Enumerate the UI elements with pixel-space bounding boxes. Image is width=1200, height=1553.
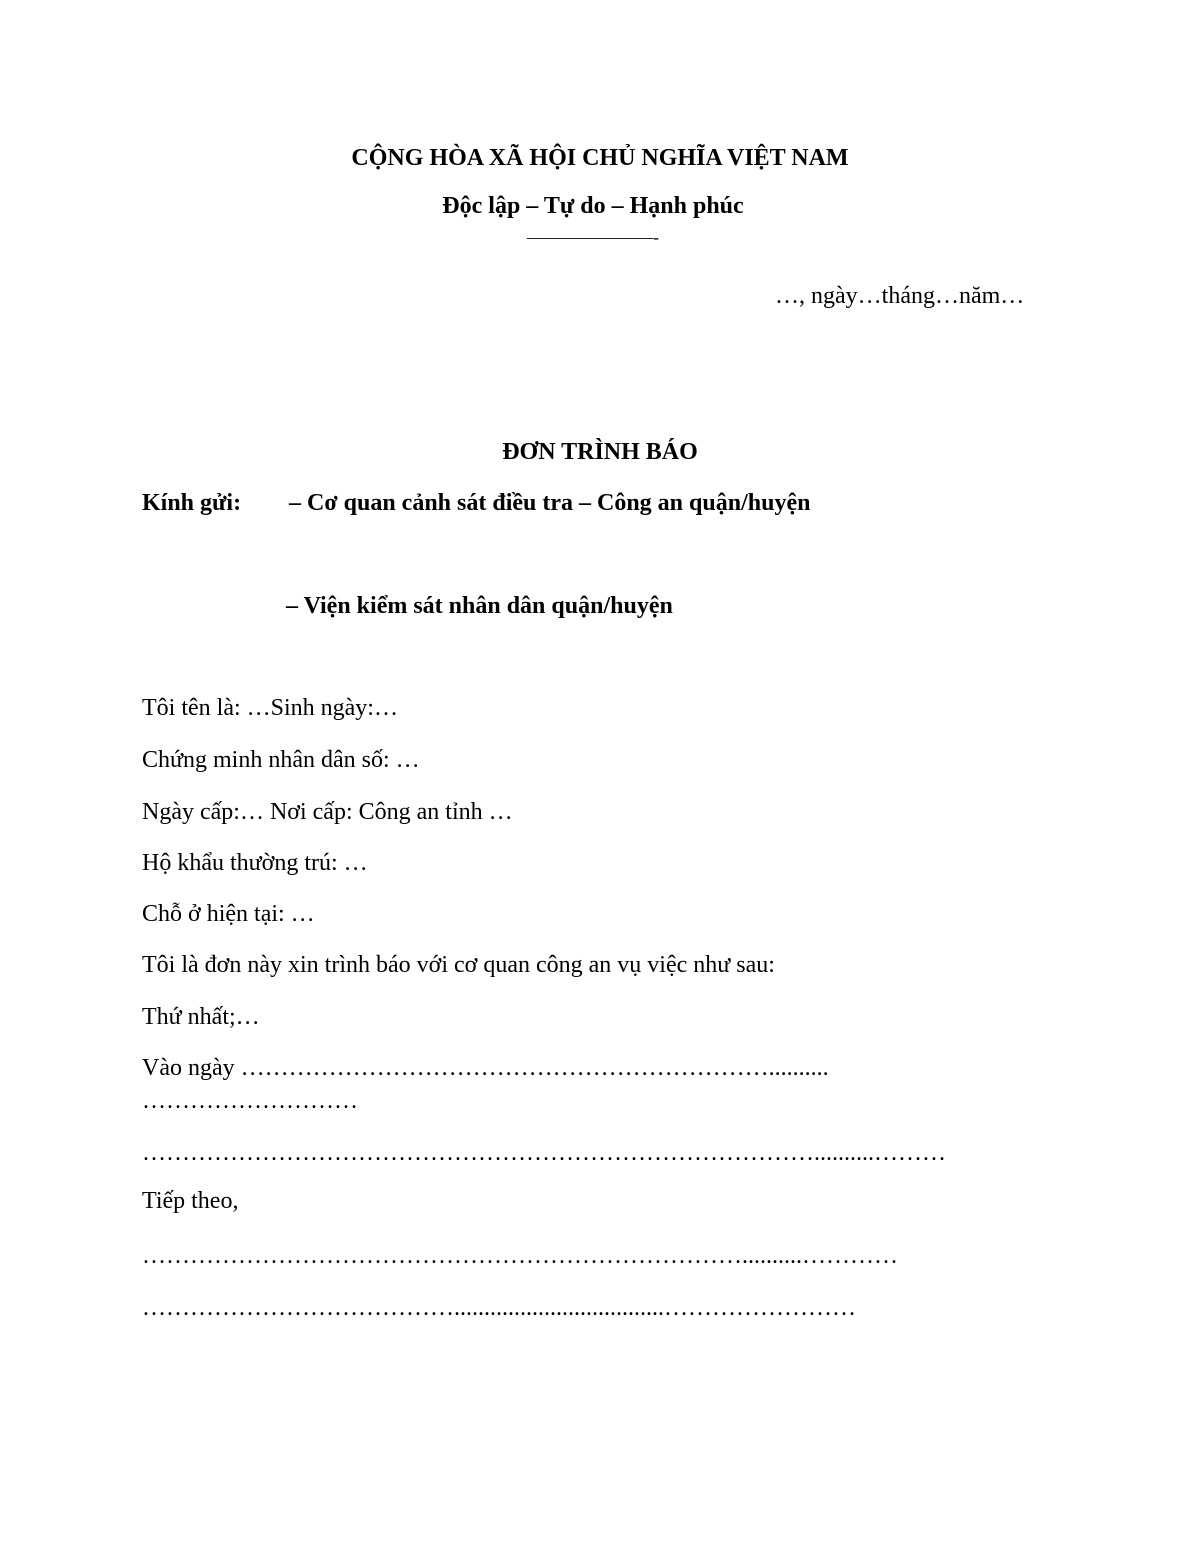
body-line-next: Tiếp theo,: [142, 1188, 239, 1214]
recipient-label: Kính gửi:: [142, 490, 242, 516]
national-title: CỘNG HÒA XÃ HỘI CHỦ NGHĨA VIỆT NAM: [351, 145, 849, 171]
body-line-statement: Tôi là đơn này xin trình báo với cơ quan công an vụ việc như sau:: [142, 952, 775, 978]
header-divider: ———————-: [527, 227, 659, 247]
recipient-second: – Viện kiểm sát nhân dân quận/huyện: [286, 593, 673, 619]
body-line-date-blank: Vào ngày …………………………………………………………..........: [142, 1055, 829, 1081]
body-line-blank-1: …………………………………………………………………………..........………: [142, 1140, 946, 1166]
body-line-residence: Hộ khẩu thường trú: …: [142, 850, 368, 876]
body-line-id-number: Chứng minh nhân dân số: …: [142, 747, 420, 773]
body-line-blank-3: …………………………………...................................……………………: [142, 1295, 856, 1321]
document-title: ĐƠN TRÌNH BÁO: [502, 439, 698, 465]
body-line-issue: Ngày cấp:… Nơi cấp: Công an tỉnh …: [142, 799, 513, 825]
date-line: …, ngày…tháng…năm…: [775, 283, 1025, 309]
body-line-blank-2: …………………………………………………………………..........…………: [142, 1243, 898, 1269]
motto: Độc lập – Tự do – Hạnh phúc: [442, 193, 744, 219]
recipient-first: – Cơ quan cảnh sát điều tra – Công an quận/huyện: [289, 490, 811, 516]
body-line-first-point: Thứ nhất;…: [142, 1004, 260, 1030]
body-line-current-address: Chỗ ở hiện tại: …: [142, 901, 315, 927]
body-line-blank-short: ………………………: [142, 1088, 358, 1114]
body-line-name: Tôi tên là: …Sinh ngày:…: [142, 695, 398, 721]
